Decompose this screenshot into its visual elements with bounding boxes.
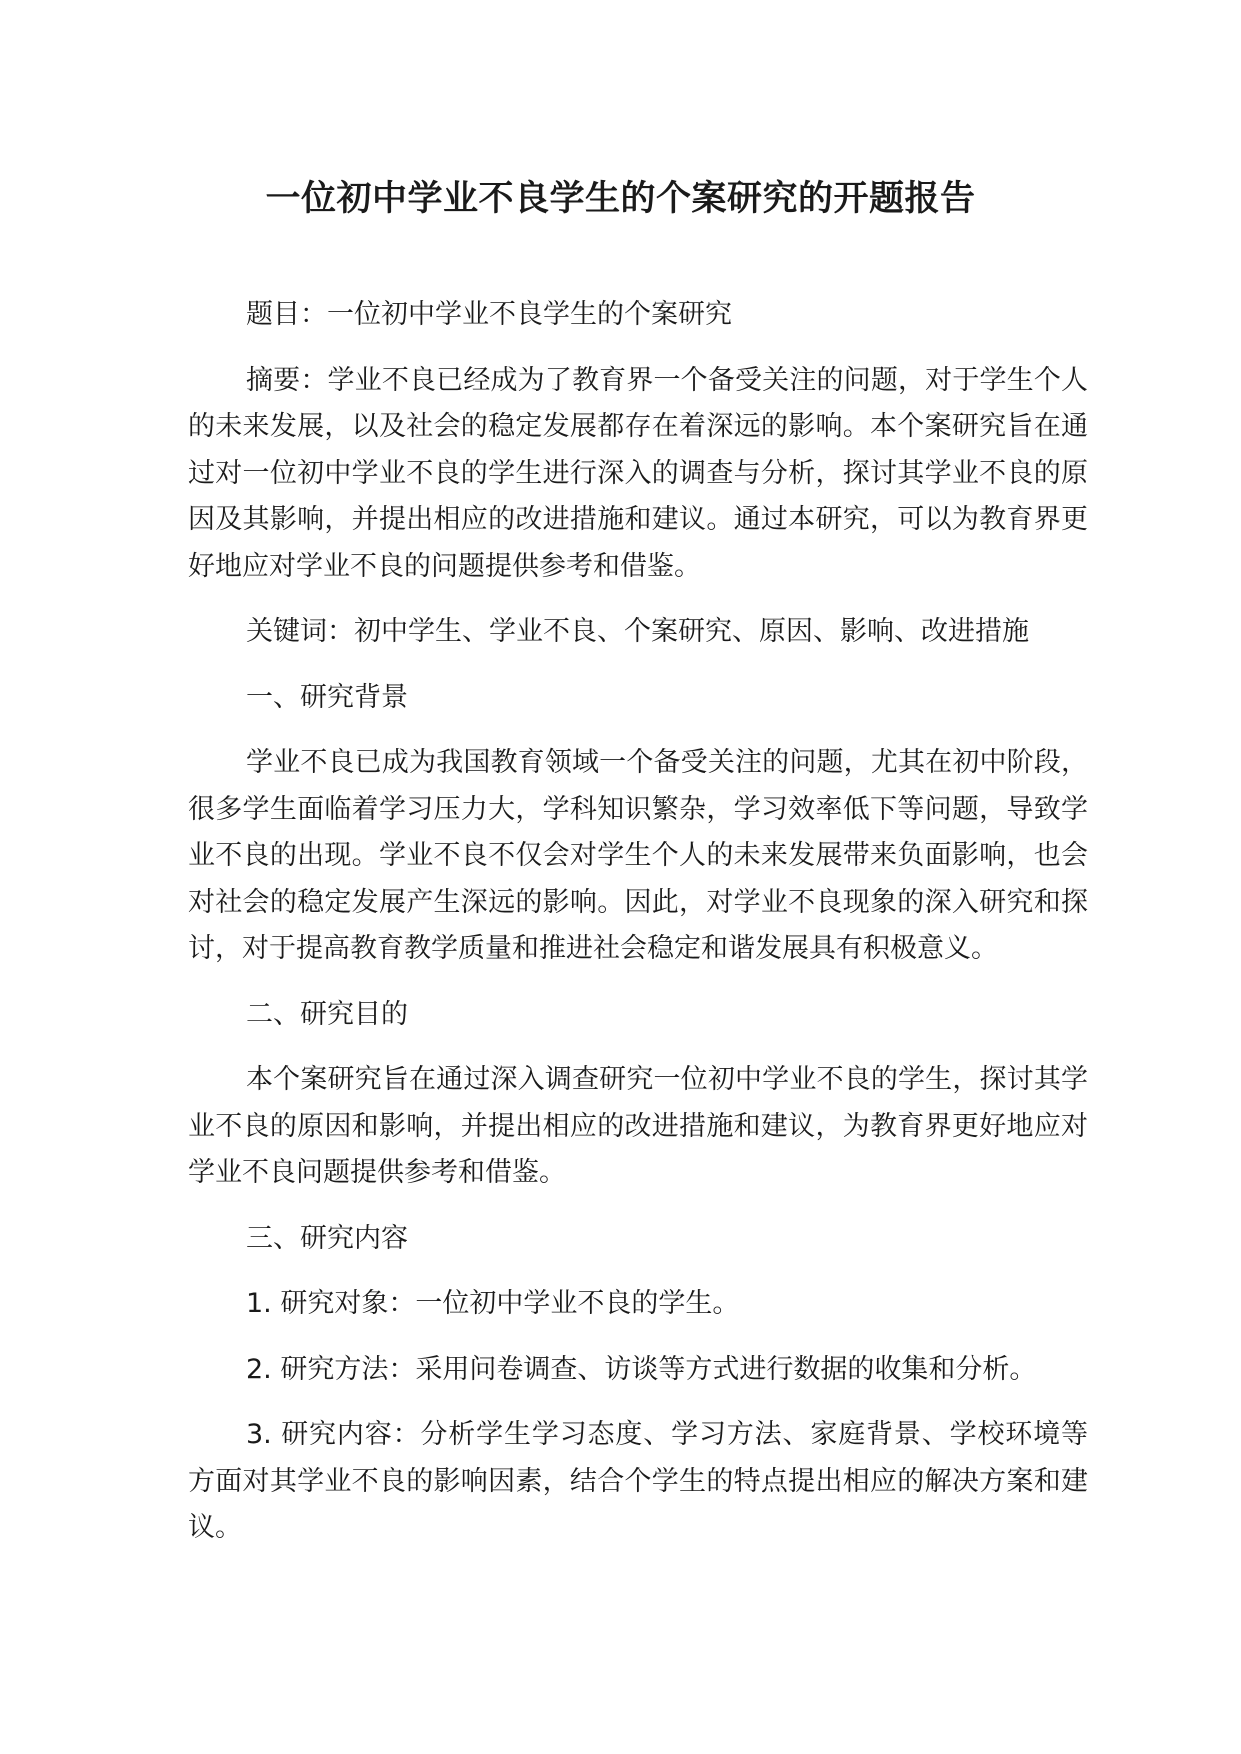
paragraph-keywords: 关键词：初中学生、学业不良、个案研究、原因、影响、改进措施 xyxy=(246,616,1029,647)
paragraph-topic: 题目：一位初中学业不良学生的个案研究 xyxy=(246,299,732,330)
document-title: 一位初中学业不良学生的个案研究的开题报告 xyxy=(265,179,976,219)
paragraph-abstract: 摘要：学业不良已经成为了教育界一个备受关注的问题，对于学生个人的未来发展，以及社会的稳定发展都存在着深远的影响。本个案研究旨在通过对一位初中学业不良的学生进行深入的调查与分析，探讨其学业不良的原因及其影响，并提出相应的改进措施和建议。通过本研究，可以为教育界更好地应对学业不良的问题提供参考和借鉴。 xyxy=(188,364,1088,582)
section-heading-background: 一、研究背景 xyxy=(246,681,408,713)
section-heading-content: 三、研究内容 xyxy=(246,1222,408,1254)
document-body xyxy=(188,292,1088,1571)
paragraph-background: 学业不良已成为我国教育领域一个备受关注的问题，尤其在初中阶段，很多学生面临着学习压力大，学科知识繁杂，学习效率低下等问题，导致学业不良的出现。学业不良不仅会对学生个人的未来发展带来负面影响，也会对社会的稳定发展产生深远的影响。因此，对学业不良现象的深入研究和探讨，对于提高教育教学质量和推进社会稳定和谐发展具有积极意义。 xyxy=(188,747,1088,964)
list-item-research-subject: 1. 研究对象：一位初中学业不良的学生。 xyxy=(246,1288,740,1319)
list-item-research-method: 2. 研究方法：采用问卷调查、访谈等方式进行数据的收集和分析。 xyxy=(246,1353,1037,1385)
paragraph-purpose: 本个案研究旨在通过深入调查研究一位初中学业不良的学生，探讨其学业不良的原因和影响，并提出相应的改进措施和建议，为教育界更好地应对学业不良问题提供参考和借鉴。 xyxy=(188,1064,1088,1188)
list-item-research-content: 3. 研究内容：分析学生学习态度、学习方法、家庭背景、学校环境等方面对其学业不良的影响因素，结合个学生的特点提出相应的解决方案和建议。 xyxy=(188,1419,1088,1543)
section-heading-purpose: 二、研究目的 xyxy=(246,998,408,1030)
